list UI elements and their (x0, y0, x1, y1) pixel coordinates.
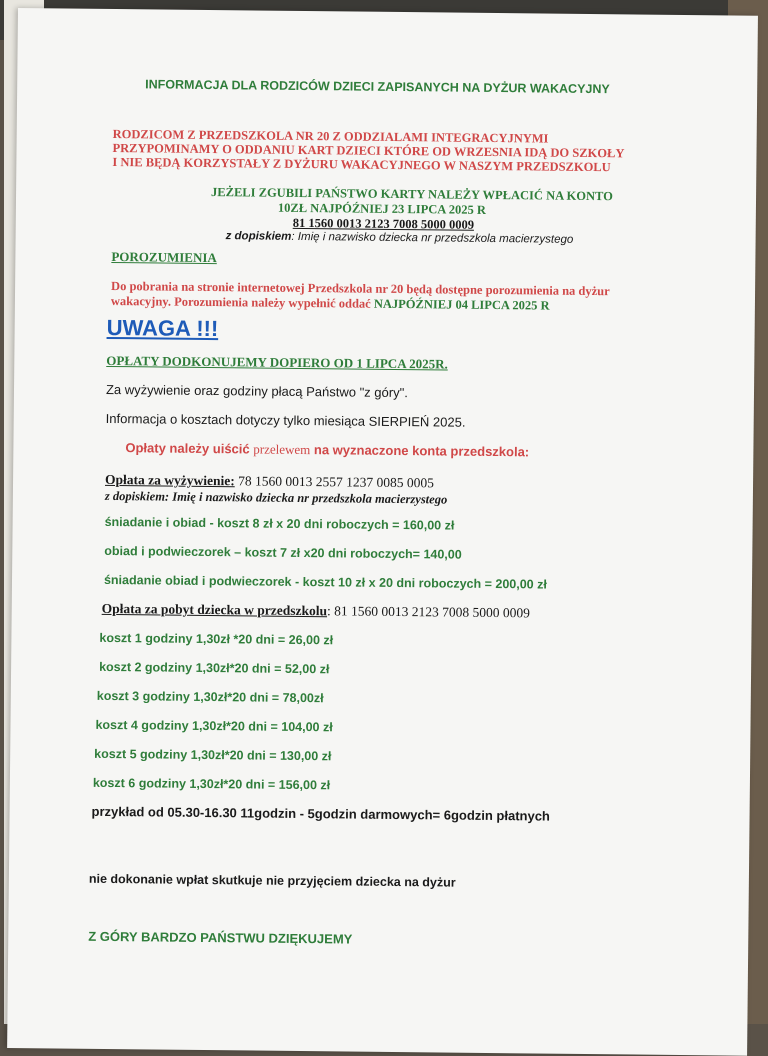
meal-option-3: śniadanie obiad i podwieczorek - koszt 10 zł x 20 dni roboczych = 200,00 zł (103, 572, 547, 592)
meal-option-2: obiad i podwieczorek – koszt 7 zł x20 dni roboczych= 140,00 (104, 543, 462, 562)
document-header: INFORMACJA DLA RODZICÓW DZIECI ZAPISANYCH NA DYŻUR WAKACYJNY (145, 77, 610, 97)
reminder-line-3: I NIE BĘDĄ KORZYSTAŁY Z DYŻURU WAKACYJNEGO W NASZYM PRZEDSZKOLU (112, 154, 611, 175)
hour-cost-2: koszt 2 godziny 1,30zł*20 dni = 52,00 zł (99, 659, 330, 677)
thanks-line: Z GÓRY BARDZO PAŃSTWU DZIĘKUJEMY (88, 928, 353, 947)
non-payment-warning: nie dokonanie wpłat skutkuje nie przyjęciem dziecka na dyżur (88, 871, 456, 890)
meal-option-1: śniadanie i obiad - koszt 8 zł x 20 dni roboczych = 160,00 zł (104, 514, 455, 533)
main-account-note: z dopiskiem: Imię i nazwisko dziecka nr przedszkola macierzystego (225, 230, 574, 246)
hour-cost-4: koszt 4 godziny 1,30zł*20 dni = 104,00 zł (95, 717, 333, 735)
payments-from-date: OPŁATY DODKONUJEMY DOPIERO OD 1 LIPCA 2025R. (106, 352, 448, 372)
stay-fee-line: Opłata za pobyt dziecka w przedszkolu: 81 1560 0013 2123 7008 5000 0009 (101, 600, 531, 621)
hour-cost-1: koszt 1 godziny 1,30zł *20 dni = 26,00 zł (99, 630, 334, 648)
meal-fee-line: Opłata za wyżywienie: 78 1560 0013 2557 1237 0085 0005 (104, 471, 434, 491)
transfer-instruction: Opłaty należy uiścić przelewem na wyznaczone konta przedszkola: (125, 440, 530, 460)
reminder-line-1: RODZICOM Z PRZEDSZKOLA NR 20 Z ODDZIALAMI INTEGRACYJNYMI (112, 126, 549, 146)
lost-cards-line-1: JEŻELI ZGUBILI PAŃSTWO KARTY NALEŻY WPŁACIĆ NA KONTO (211, 185, 613, 204)
meal-fee-note: z dopiskiem: Imię i nazwisko dziecka nr przedszkola macierzystego (104, 488, 448, 507)
main-account-number: 81 1560 0013 2123 7008 5000 0009 (292, 215, 475, 232)
warning-heading: UWAGA !!! (106, 314, 219, 342)
reminder-line-2: PRZYPOMINAMY O ODDANIU KART DZIECI KTÓRE OD WRZESNIA IDĄ DO SZKOŁY (112, 140, 625, 161)
hour-cost-3: koszt 3 godziny 1,30zł*20 dni = 78,00zł (96, 688, 324, 706)
hour-cost-6: koszt 6 godziny 1,30zł*20 dni = 156,00 zł (92, 775, 331, 793)
agreements-line-2: wakacyjny. Porozumienia należy wypełnić oddać NAJPÓŹNIEJ 04 LIPCA 2025 R (110, 293, 550, 313)
document-page (7, 8, 758, 1056)
agreements-line-1: Do pobrania na stronie internetowej Przedszkola nr 20 będą dostępne porozumienia na dyżur (111, 278, 610, 299)
agreements-heading: POROZUMIENIA (111, 248, 217, 266)
lost-cards-line-2: 10ZŁ NAJPÓŹNIEJ 23 LIPCA 2025 R (277, 200, 487, 217)
cost-info: Informacja o kosztach dotyczy tylko miesiąca SIERPIEŃ 2025. (105, 410, 466, 430)
example-calculation: przykład od 05.30-16.30 11godzin - 5godzin darmowych= 6godzin płatnych (91, 803, 551, 824)
meals-hours-info: Za wyżywienie oraz godziny płacą Państwo "z góry". (105, 381, 408, 401)
hour-cost-5: koszt 5 godziny 1,30zł*20 dni = 130,00 zł (94, 746, 332, 764)
